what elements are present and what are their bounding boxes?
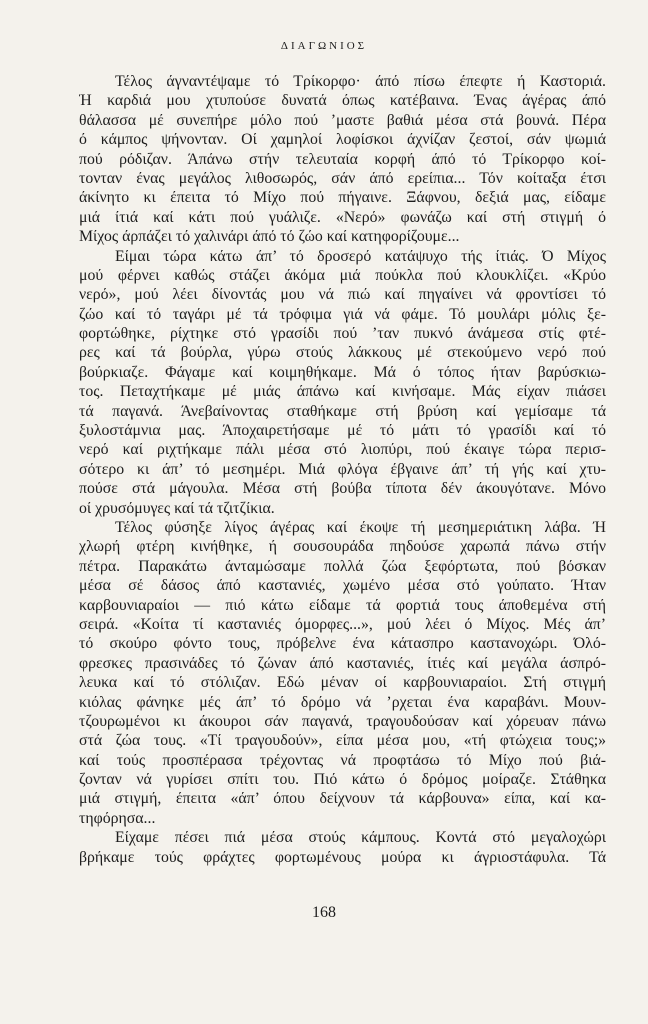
text-line: νερό», μού λέει δίνοντάς μου νά πιώ καί πηγαίνει νά φροντίσει τό	[79, 286, 606, 304]
text-line: τζουρωμένοι κι άκουροι σάν παγανά, τραγουδούσαν καί χόρευαν πάνω	[79, 712, 606, 730]
text-line: νερό καί ριχτήκαμε πάλι μέσα στό λιοπύρι, πού έκαιγε τώρα περισ-	[79, 441, 606, 459]
text-line: ρες καί τά βούρλα, γύρω στούς λάκκους μέ στεκούμενο νερό πού	[79, 344, 606, 362]
text-line: Ή καρδιά μου χτυπούσε δυνατά όπως κατέβαινα. Ένας άγέρας άπό	[79, 92, 606, 110]
text-line: ό κάμπος ψήνονταν. Οί χαμηλοί λοφίσκοι άχνίζαν ζεστοί, σάν ψωμιά	[79, 131, 606, 149]
text-line: τά παγανά. Άνεβαίνοντας σταθήκαμε στή βρύση καί γεμίσαμε τά	[79, 402, 606, 420]
text-line: πού ρόδιζαν. Άπάνω στήν τελευταία κορφή άπό τό Τρίκορφο κοί-	[79, 150, 606, 168]
text-line: Μίχος άρπάζει τό χαλινάρι άπό τό ζώο καί κατηφορίζουμε...	[79, 228, 460, 246]
text-line: φρεσκες πρασινάδες τό ζώναν άπό καστανιές, ίτιές καί μεγάλα άσπρό-	[79, 654, 606, 672]
text-line: κιόλας φάνηκε μές άπ’ τό δρόμο νά ’ρχεται ένα καραβάνι. Μουν-	[79, 693, 606, 711]
text-line: πούσε στά μάγουλα. Μέσα στή βούβα τίποτα δέν άκουγότανε. Μόνο	[79, 480, 606, 498]
text-line: τος. Πεταχτήκαμε μέ μιάς άπάνω καί κινήσαμε. Μάς είχαν πιάσει	[79, 383, 606, 401]
text-line: βούρκιαζε. Φάγαμε καί κοιμηθήκαμε. Μά ό τόπος ήταν βαρύσκιω-	[79, 363, 606, 381]
text-line: μού φέρνει καθώς στάζει άκόμα μιά πούκλα πού κλουκλίζει. «Κρύο	[79, 266, 606, 284]
text-line: ζώο καί τό ταγάρι μέ τά τρόφιμα γιά νά φάμε. Τό μουλάρι μόλις ξε-	[79, 305, 606, 323]
body-text	[79, 72, 606, 867]
text-line: φορτώθηκε, ρίχτηκε στό γρασίδι πού ’ταν πυκνό άνάμεσα στίς φτέ-	[79, 325, 606, 343]
text-line: τό σκούρο φόντο τους, πρόβελνε ένα κάτασπρο καστανοχώρι. Όλό-	[79, 635, 606, 653]
text-line: Τέλος φύσηξε λίγος άγέρας καί έκοψε τή μεσημεριάτικη λάβα. Ή	[115, 518, 606, 536]
text-line: μιά ίτιά καί κάτι πού γυάλιζε. «Νερό» φωνάζω καί στή στιγμή ό	[79, 208, 606, 226]
text-line: τονταν ένας μεγάλος λιθοσωρός, σάν άπό ερείπια... Τόν κοίταξα έτσι	[79, 169, 606, 187]
text-line: άκίνητο κι έπειτα τό Μίχο πού πήγαινε. Ξάφνου, δεξιά μας, είδαμε	[79, 189, 606, 207]
text-line: οί χρυσόμυγες καί τά τζιτζίκια.	[79, 499, 275, 517]
page-number: 168	[312, 904, 336, 921]
text-line: θάλασσα μέ συνεπήρε μόλο πού ’μαστε βαθιά μέσα στά βουνά. Πέρα	[79, 111, 606, 129]
text-line: χλωρή φτέρη κινήθηκε, ή σουσουράδα πηδούσε χαρωπά πάνω στήν	[79, 538, 606, 556]
text-line: λευκα καί τό στόλιζαν. Εδώ μέναν οί καρβουνιαραίοι. Στή στιγμή	[79, 674, 606, 692]
running-header: ΔΙΑΓΩΝΙΟΣ	[280, 40, 368, 52]
text-line: στά ζώα τους. «Τί τραγουδούν», είπα μέσα μου, «τή φτώχεια τους;»	[79, 732, 606, 750]
text-line: καί τούς προσπέρασα τρέχοντας νά προφτάσω τό Μίχο πού βιά-	[79, 751, 606, 769]
text-line: Είχαμε πέσει πιά μέσα στούς κάμπους. Κοντά στό μεγαλοχώρι	[115, 829, 606, 847]
text-line: σειρά. «Κοίτα τί καστανιές όμορφες...», μού λέει ό Μίχος. Μές άπ’	[79, 615, 606, 633]
text-line: Είμαι τώρα κάτω άπ’ τό δροσερό κατάψυχο τής ίτιάς. Ό Μίχος	[115, 247, 606, 265]
text-line: πέτρα. Παρακάτω άνταμώσαμε πολλά ζώα ξεφόρτωτα, πού βόσκαν	[79, 557, 606, 575]
text-line: τηφόρησα...	[79, 809, 156, 827]
text-line: Τέλος άγναντέψαμε τό Τρίκορφο· άπό πίσω έπεφτε ή Καστοριά.	[115, 73, 606, 90]
text-line: μέσα σέ δάσος άπό καστανιές, χωμένο μέσα στό γούπατο. Ήταν	[79, 577, 606, 595]
text-line: βρήκαμε τούς φράχτες φορτωμένους μούρα κι άγριοστάφυλα. Τά	[79, 848, 606, 866]
text-line: καρβουνιαραίοι — πιό κάτω είδαμε τά φορτιά τους άποθεμένα στή	[79, 596, 606, 614]
text-line: σότερο κι άπ’ τό μεσημέρι. Μιά φλόγα έβγαινε άπ’ τή γής καί χτυ-	[79, 460, 606, 478]
text-line: ζονταν νά γυρίσει σπίτι του. Πιό κάτω ό δρόμος μοίραζε. Στάθηκα	[79, 771, 606, 789]
text-line: μιά στιγμή, έπειτα «άπ’ όπου δείχνουν τά κάρβουνα» είπα, καί κα-	[79, 790, 606, 808]
text-line: ξυλοστάμνια μας. Άποχαιρετήσαμε μέ τό μάτι τό γρασίδι καί τό	[79, 422, 606, 440]
